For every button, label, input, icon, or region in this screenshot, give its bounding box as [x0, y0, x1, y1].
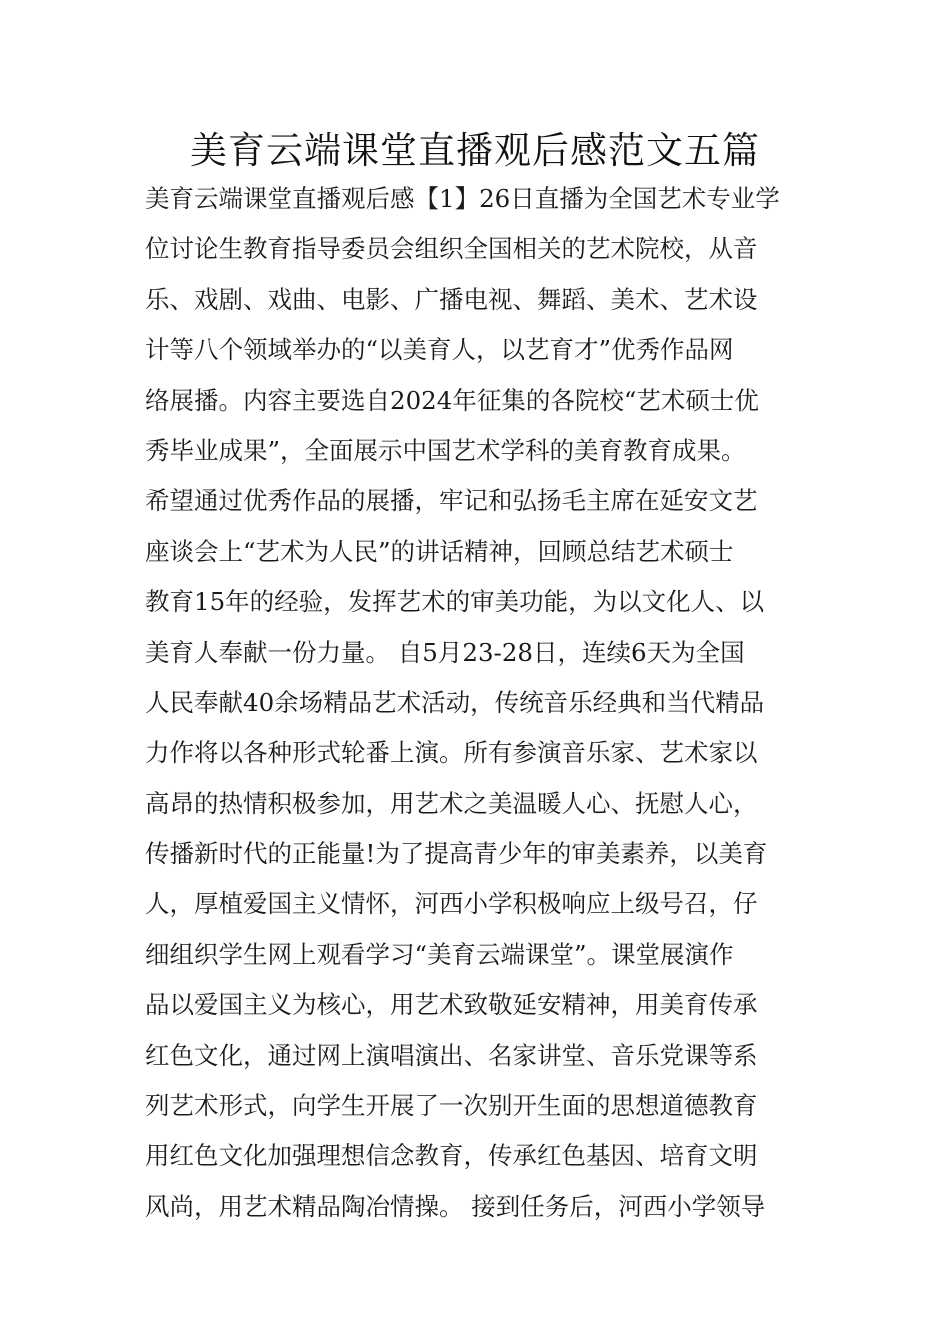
body-line: 列艺术形式，向学生开展了一次别开生面的思想道德教育: [145, 1091, 758, 1121]
body-line: 位讨论生教育指导委员会组织全国相关的艺术院校，从音: [145, 234, 758, 264]
body-line: 人，厚植爱国主义情怀，河西小学积极响应上级号召，仔: [145, 889, 758, 919]
body-line: 座谈会上“艺术为人民”的讲话精神，回顾总结艺术硕士: [145, 536, 734, 566]
body-line: 品以爱国主义为核心，用艺术致敬延安精神，用美育传承: [145, 990, 758, 1020]
document-body: [145, 174, 815, 1232]
document-title: 美育云端课堂直播观后感范文五篇: [190, 129, 760, 172]
body-line: 红色文化，通过网上演唱演出、名家讲堂、音乐党课等系: [145, 1040, 758, 1070]
body-line: 传播新时代的正能量!为了提高青少年的审美素养，以美育: [145, 839, 768, 869]
body-line: 希望通过优秀作品的展播，牢记和弘扬毛主席在延安文艺: [145, 486, 758, 516]
body-line: 风尚，用艺术精品陶冶情操。 接到任务后，河西小学领导: [145, 1191, 766, 1221]
body-line: 高昂的热情积极参加，用艺术之美温暖人心、抚慰人心，: [145, 788, 758, 818]
body-line: 人民奉献40余场精品艺术活动，传统音乐经典和当代精品: [145, 687, 765, 717]
body-line: 美育人奉献一份力量。 自5月23-28日，连续6天为全国: [145, 637, 745, 667]
body-line: 力作将以各种形式轮番上演。所有参演音乐家、艺术家以: [145, 738, 758, 768]
body-line: 秀毕业成果”，全面展示中国艺术学科的美育教育成果。: [145, 435, 746, 465]
body-line: 计等八个领域举办的“以美育人，以艺育才”优秀作品网: [145, 335, 734, 365]
body-line: 细组织学生网上观看学习“美育云端课堂”。课堂展演作: [145, 939, 734, 969]
body-line: 用红色文化加强理想信念教育，传承红色基因、培育文明: [145, 1141, 758, 1171]
body-line: 美育云端课堂直播观后感【1】26日直播为全国艺术专业学: [145, 184, 780, 213]
body-line: 络展播。内容主要选自2024年征集的各院校“艺术硕士优: [145, 385, 759, 415]
body-line: 教育15年的经验，发挥艺术的审美功能，为以文化人、以: [145, 587, 765, 617]
body-line: 乐、戏剧、戏曲、电影、广播电视、舞蹈、美术、艺术设: [145, 284, 758, 314]
